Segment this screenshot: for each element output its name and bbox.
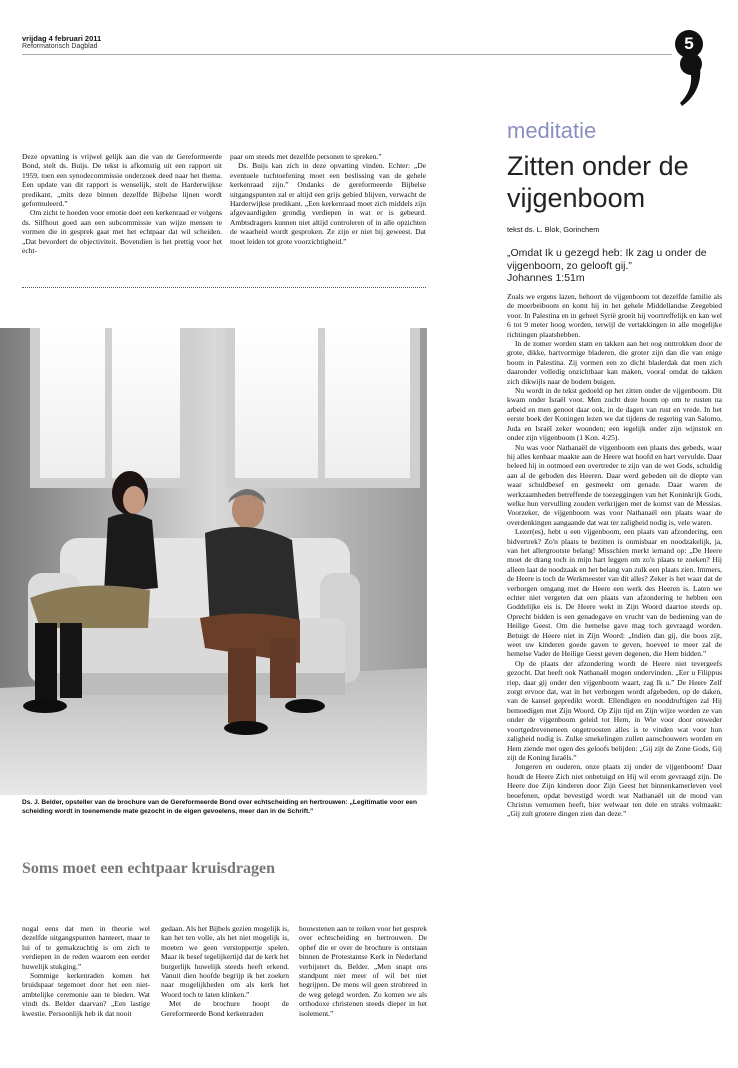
paragraph: Om zicht te hoeden voor emotie doet een kerkenraad er volgens ds. Silfhout goed aan een subcommissie van wijze mensen te vormen die in gesprek gaat met het echtpaar dat wil scheiden. „Dat bevordert de objectiviteit. Bovendien is het prettig voor het echt- (22, 208, 222, 256)
header-rule (22, 54, 672, 55)
newspaper-name: Reformatorisch Dagblad (22, 43, 98, 50)
paragraph: Nu was voor Nathanaël de vijgenboom een plaats des gebeds, waar hij alles kenbaar maakte aan de Heere wat hoofd en hart vervulde. Daar beleed hij in ootmoed een overtreder te zijn van de wet Gods, schuldig aan al de geboden des Heeren. Daar werd gebeden uit de diepte van waar schuldbesef en gesmeekt om genade. Daar waren de werkzaamheden betreffende de toezeggingen van het Koninkrijk Gods, welke hun vervulling zouden verkrijgen met de komst van de Messias. Voorzeker, de vijgenboom was voor Nathanaël een plaats waar de overdenkingen aangaande dat wat ter zaligheid nodig is, vele waren. (507, 442, 722, 527)
dotted-separator (22, 287, 426, 288)
paragraph: Ds. Buijs kan zich in deze opvatting vinden. Echter: „De eventuele tuchtoefening moet een beslissing van de gehele kerkenraad zijn.” Ondanks de gereformeerde Bijbelse uitgangspunten zal er altijd een grijs gebied blijven, verwacht de Harderwijkse predikant. „Een kerkenraad moet zich middels zijn afgevaardigden grondig verdiepen in wat er is gebeurd. Ambtsdragers kunnen niet altijd controleren of in alle opzichten de waarheid wordt gesproken. Ze zijn er niet bij geweest. Dat moet leiden tot grote voorzichtigheid.” (230, 161, 426, 246)
page-number: 5 (675, 30, 703, 58)
issue-date: vrijdag 4 februari 2011 (22, 34, 102, 43)
byline: tekst ds. L. Blok, Gorinchem (507, 225, 600, 234)
bible-quote (507, 247, 722, 285)
paragraph: nogal eens dat men in theorie wel dezelfde uitgangspunten hanteert, maar te lui of te gemakzuchtig is om zich te verdiepen in de reden waarom een eerder huwelijk stukging.” (22, 924, 150, 971)
paragraph: bouwstenen aan te reiken voor het gesprek over echtscheiding en hertrouwen. De ophef die er over de brochure is ontstaan binnen de Protestantse Kerk in Nederland verbijstert ds. Belder. „Men snapt ons standpunt niet meer of wil het niet begrijpen. De mens wil geen strobreed in de weg gelegd worden. Zo komen we als orthodoxe christenen steeds dieper in het isolement.” (299, 924, 427, 1018)
quote-text: „Omdat Ik u gezegd heb: Ik zag u onder de vijgenboom, zo gelooft gij.” (507, 247, 707, 272)
paragraph: Zoals we ergens lazen, behoort de vijgenboom tot dezelfde familie als de moerbeiboom en komt hij in het gehele Middellandse Zeegebied voor. In Palestina en in geheel Syrië groeit hij voortreffelijk en kan wel 6 tot 9 meter hoog worden, terwijl de vertakkingen in alle mogelijke richtingen plaatshebben. (507, 292, 722, 339)
paragraph: In de zomer worden stam en takken aan het oog onttrokken door de grote, dikke, hartvormige bladeren, die groter zijn dan die van enige boom in Palestina. Zij vormen een zo dicht bladerdak dat men zich daaronder volledig onzichtbaar kan maken, vooral omdat de takken zich dikwijls naar de bodem buigen. (507, 339, 722, 386)
quote-reference: Johannes 1:51m (507, 272, 585, 284)
article-bottom-column-2 (161, 924, 289, 1018)
couple-on-couch-photo (0, 328, 427, 795)
article-bottom-column-3 (299, 924, 427, 1018)
photo-caption: Ds. J. Belder, opsteller van de brochure van de Gereformeerde Bond over echtscheiding en hertrouwen: „Legitimatie voor een scheiding wordt in toenemende mate gezocht in de eigen gevoelens, meer dan in de Schrift.” (22, 799, 417, 815)
paragraph: Sommige kerkenraden komen het bruidspaar tegemoet door het een niet-ambtelijke ceremonie aan te bieden. Wat vindt ds. Belder daarvan? „Een lastige kwestie. Persoonlijk heb ik dat nooit (22, 971, 150, 1018)
article-top-column-2 (230, 152, 426, 246)
meditation-body (507, 292, 722, 819)
comma-logo-icon (678, 50, 704, 108)
article-bottom-column-1 (22, 924, 150, 1018)
paragraph: gedaan. Als het Bijbels gezien mogelijk is, kan het ten volle, als het niet mogelijk is, moeten we geen verstoppertje spelen. Maar ik besef tegelijkertijd dat de kerk het burgerlijk huwelijk steeds heeft erkend. Vanuit dien hoofde begrijp ik het zoeken naar mogelijkheden om als kerk het Woord toch te laten klinken.” (161, 924, 289, 999)
paragraph: Op de plaats der afzondering wordt de Heere niet tevergeefs gezocht. Dat heeft ook Nathanaël mogen ondervinden. „Eer u Filippus riep, daar gij onder den vijgenboom waart, zag Ik u.” De Heere Zelf zorgt ervoor dat, wat in het verborgen wordt afgebeden, op de daken, van de kansel gepredikt wordt. Ellendigen en nooddruftigen zal Hij bemoedigen met Zijn Woord. Op Zijn tijd en Zijn wijze worden ze van onder de vijgenboom geleid tot Hem, in Wie voor door onweder voortgedreveneneen ongetroosten alles is te vinden wat voor hun zaligheid nodig is. Zulke smekelingen zullen aanschouwers worden en Hem ziende met ogen des geloofs belijden: „Gij zijt de Zone Gods, Gij zijt de Koning Israëls.” (507, 658, 722, 762)
paragraph: Jongeren en ouderen, onze plaats zij onder de vijgenboom! Daar houdt de Heere Zich niet onbetuigd en Hij wil erom gevraagd zijn. De Heere doe Zijn kinderen door Zijn Geest het binnenkamerleven veel beoefenen, opdat bevestigd wordt wat Nathanaël uit de mond van Christus vernomen heeft, hier welwaar ten dele en straks volmaakt: „Gij zult grotere dingen zien dan deze.” (507, 762, 722, 819)
paragraph: Nu wordt in de tekst gedoeld op het zitten onder de vijgenboom. Dit kwam onder Israël voor. Men zocht deze boom op om te rusten na arbeid en men genoot daar ook, in de dagen van rust en vrede. In het eerste boek der Koningen lezen we dat tijdens de regering van Salomo, Juda en Israël zeker woonden; een iegelijk onder zijn wijnstok en onder zijn vijgenboom (1 Kon. 4:25). (507, 386, 722, 443)
article-top-column-1 (22, 152, 222, 255)
article-headline: Soms moet een echtpaar kruisdragen (22, 860, 276, 877)
paragraph: Met de brochure hoopt de Gereformeerde Bond kerkenraden (161, 999, 289, 1018)
section-kicker: meditatie (507, 118, 597, 143)
paragraph: Deze opvatting is vrijwel gelijk aan die van de Gereformeerde Bond, stelt ds. Buijs. De tekst is afkomstig uit een rapport uit 1959, toen een synodecommissie onderzoek deed naar het thema. Een update van dit rapport is wenselijk, stelt de Harderwijkse predikant, „mits deze binnen dezelfde Bijbelse lijnen wordt geformuleerd.” (22, 152, 222, 209)
meditation-title: Zitten onder de vijgenboom (507, 151, 689, 213)
paragraph: Lezer(es), hebt u een vijgenboom, een plaats van afzondering, een bidvertrek? Zo'n plaats te bezitten is onmisbaar en noodzakelijk, ja, van het allergrootste belang! Misschien merkt iemand op: „De Heere moet de drang toch in mijn hart leggen om zo'n plaats te zoeken? Hij alleen laat de noodzaak en het belang van zulk een plaats zien. Immers, de Heere is toch de Werkmeester van dit alles? Zeker is het waar dat de verborgen omgang met de Heere een werk des Heeren is. Laten we echter niet vergeten dat een plaats van afzondering te hebben een Goddelijke eis is. De Heere wekt in Zijn Woord daartoe steeds op. Oprecht bidden is een genadegave en vrucht van de bediening van de Heilige Geest. Om die hemelse gave mag toch gevraagd worden. Betuigt de Heere niet in Zijn Woord: „Indien dan gij, die boos zijt, weet uw kinderen goede gaven te geven, hoeveel te meer zal de hemelse Vader de Heilige Geest geven degenen, die Hem bidden.” (507, 527, 722, 659)
paragraph: paar om steeds met dezelfde personen te spreken.” (230, 152, 382, 161)
